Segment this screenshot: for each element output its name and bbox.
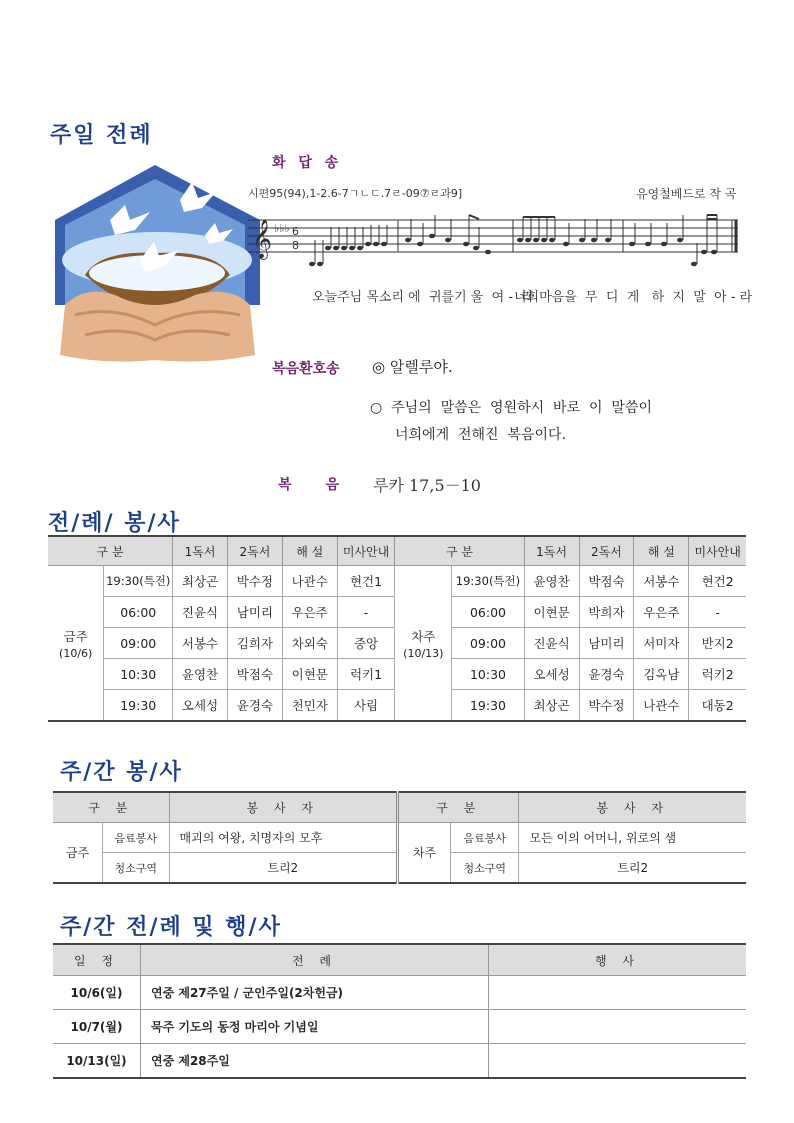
reader2: 박점숙 <box>227 659 282 690</box>
reader2: 박수정 <box>579 690 634 722</box>
svg-text:♭♭♭: ♭♭♭ <box>274 222 290 235</box>
service-type: 음료봉사 <box>103 823 170 853</box>
reader1: 서봉수 <box>173 628 228 659</box>
svg-text:𝄞: 𝄞 <box>252 219 273 259</box>
reader2: 윤경숙 <box>579 659 634 690</box>
mass-time: 10:30 <box>104 659 173 690</box>
responsorial-psalm-label: 화 답 송 <box>272 155 343 171</box>
mass-time: 19:30(특전) <box>104 566 173 597</box>
header-reading2: 2독서 <box>579 536 634 566</box>
header-usher: 미사안내 <box>337 536 395 566</box>
service-type: 음료봉사 <box>451 823 519 853</box>
usher: 사림 <box>337 690 395 722</box>
svg-text:6: 6 <box>292 225 299 238</box>
reader1: 이현문 <box>524 597 579 628</box>
event-liturgy: 연중 제28주일 <box>141 1044 489 1079</box>
weekly-events-header <box>53 944 746 976</box>
svg-text:8: 8 <box>292 239 299 252</box>
next-week-cell: 차주 <box>398 823 451 884</box>
reader1: 진윤식 <box>173 597 228 628</box>
mass-time: 10:30 <box>452 659 524 690</box>
service-type: 청소구역 <box>103 853 170 884</box>
reader1: 오세성 <box>524 659 579 690</box>
acclamation-verse-line1: ○ 주님의 말씀은 영원하시 바로 이 말씀이 <box>370 400 653 416</box>
reader2: 박희자 <box>579 597 634 628</box>
usher: 럭키2 <box>689 659 746 690</box>
usher: - <box>689 597 746 628</box>
music-staff <box>248 205 740 275</box>
header-commentary: 해 설 <box>634 536 689 566</box>
header-date: 일 정 <box>53 944 141 976</box>
header-volunteer: 봉 사 자 <box>519 792 746 823</box>
header-reading1: 1독서 <box>524 536 579 566</box>
section-title-weekly-service: 주/간 봉/사 <box>60 759 183 785</box>
mass-time: 19:30(특전) <box>452 566 524 597</box>
service-volunteer: 트리2 <box>519 853 746 884</box>
table-row <box>53 823 746 853</box>
lyrics-line-1: 오늘주님 목소리 에 귀를기 울 여 - 라 <box>312 290 534 305</box>
next-week-cell: 차주 (10/13) <box>395 566 452 722</box>
service-volunteer: 매괴의 여왕, 치명자의 모후 <box>169 823 397 853</box>
weekly-events-table <box>53 943 746 1079</box>
event-liturgy: 묵주 기도의 동정 마리아 기념일 <box>141 1010 489 1044</box>
mass-time: 09:00 <box>104 628 173 659</box>
header-category: 구 분 <box>395 536 524 566</box>
commentator: 이현문 <box>282 659 337 690</box>
commentator: 천민자 <box>282 690 337 722</box>
lyrics-line-2: 너희마음을 무 디 게 하 지 말 아 - 라 <box>514 290 753 305</box>
commentator: 우은주 <box>282 597 337 628</box>
reader2: 남미리 <box>227 597 282 628</box>
section-title-sunday-liturgy: 주일 전례 <box>50 122 153 148</box>
usher: 럭키1 <box>337 659 395 690</box>
commentator: 서미자 <box>634 628 689 659</box>
reader1: 오세성 <box>173 690 228 722</box>
weekly-service-header <box>53 792 746 823</box>
usher: - <box>337 597 395 628</box>
gospel-acclamation-label: 복음환호송 <box>272 361 340 377</box>
usher: 현건1 <box>337 566 395 597</box>
mass-time: 19:30 <box>104 690 173 722</box>
composer-credit: 유영철베드로 작 곡 <box>636 187 737 201</box>
weekly-service-table <box>53 791 746 884</box>
reader1: 윤영찬 <box>524 566 579 597</box>
psalm-reference: 시편95(94),1-2.6-7ㄱㄴㄷ.7ㄹ-09⑦ㄹ과9] <box>248 187 463 200</box>
usher: 중앙 <box>337 628 395 659</box>
ministry-table <box>48 535 746 722</box>
event-activity <box>489 1044 747 1079</box>
section-title-weekly-events: 주/간 전/례 및 행/사 <box>60 914 282 940</box>
event-activity <box>489 1010 747 1044</box>
ministry-table-header <box>48 536 746 566</box>
doves-hands-illustration <box>55 165 260 365</box>
table-row <box>53 1010 746 1044</box>
reader1: 최상곤 <box>173 566 228 597</box>
reader2: 남미리 <box>579 628 634 659</box>
section-title-liturgy-ministry: 전/례/ 봉/사 <box>48 510 181 536</box>
reader1: 최상곤 <box>524 690 579 722</box>
event-date: 10/13(일) <box>53 1044 141 1079</box>
table-row <box>53 976 746 1010</box>
event-liturgy: 연중 제27주일 / 군인주일(2차헌금) <box>141 976 489 1010</box>
commentator: 나관수 <box>634 690 689 722</box>
header-commentary: 해 설 <box>282 536 337 566</box>
mass-time: 06:00 <box>104 597 173 628</box>
table-row <box>48 566 746 597</box>
table-row <box>53 1044 746 1079</box>
service-volunteer: 트리2 <box>169 853 397 884</box>
alleluia-text: ◎ 알렐루야. <box>372 358 453 376</box>
header-reading2: 2독서 <box>227 536 282 566</box>
header-volunteer: 봉 사 자 <box>169 792 397 823</box>
commentator: 차외숙 <box>282 628 337 659</box>
gospel-label: 복 음 <box>278 477 340 493</box>
reader2: 김희자 <box>227 628 282 659</box>
usher: 현건2 <box>689 566 746 597</box>
reader2: 박점숙 <box>579 566 634 597</box>
header-category: 구 분 <box>48 536 173 566</box>
header-category: 구 분 <box>53 792 169 823</box>
header-category: 구 분 <box>398 792 519 823</box>
commentator: 우은주 <box>634 597 689 628</box>
commentator: 나관수 <box>282 566 337 597</box>
usher: 반지2 <box>689 628 746 659</box>
event-date: 10/7(월) <box>53 1010 141 1044</box>
header-event: 행 사 <box>489 944 747 976</box>
event-activity <box>489 976 747 1010</box>
header-liturgy: 전 례 <box>141 944 489 976</box>
acclamation-verse-line2: 너희에게 전해진 복음이다. <box>395 427 567 443</box>
reader2: 윤경숙 <box>227 690 282 722</box>
commentator: 서봉수 <box>634 566 689 597</box>
this-week-cell: 금주 (10/6) <box>48 566 104 722</box>
mass-time: 06:00 <box>452 597 524 628</box>
event-date: 10/6(일) <box>53 976 141 1010</box>
this-week-cell: 금주 <box>53 823 103 884</box>
service-volunteer: 모든 이의 어머니, 위로의 샘 <box>519 823 746 853</box>
usher: 대동2 <box>689 690 746 722</box>
service-type: 청소구역 <box>451 853 519 884</box>
header-reading1: 1독서 <box>173 536 228 566</box>
commentator: 김옥남 <box>634 659 689 690</box>
reader1: 진윤식 <box>524 628 579 659</box>
gospel-reference: 루카 17,5－10 <box>373 476 481 495</box>
mass-time: 09:00 <box>452 628 524 659</box>
mass-time: 19:30 <box>452 690 524 722</box>
header-usher: 미사안내 <box>689 536 746 566</box>
reader1: 윤영찬 <box>173 659 228 690</box>
reader2: 박수정 <box>227 566 282 597</box>
